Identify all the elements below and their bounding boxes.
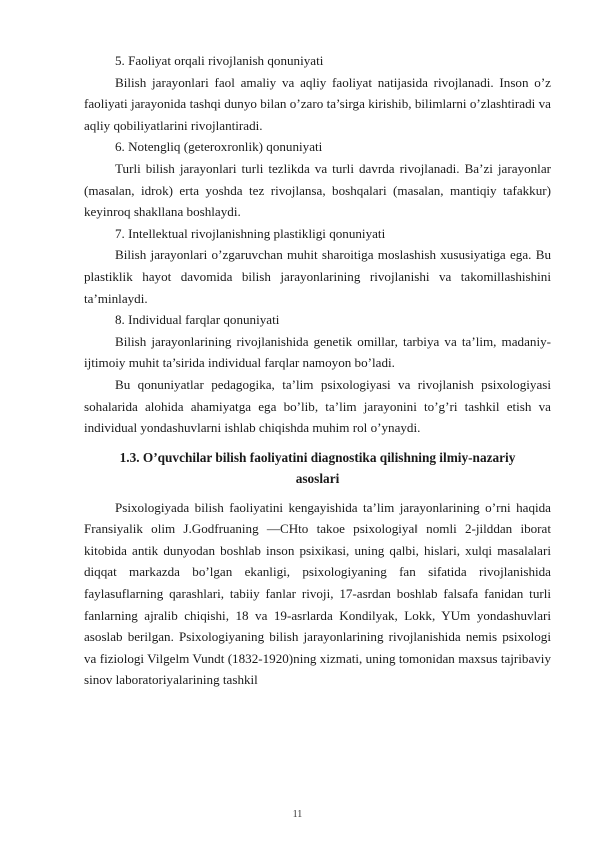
section-heading-line-1: 1.3. O’quvchilar bilish faoliyatini diagnostika qilishning ilmiy-nazariy: [119, 449, 516, 465]
body-paragraph: Psixologiyada bilish faoliyatini kengayishida ta’lim jarayonlarining o’rni haqida Fransiyalik olim J.Godfruaning ―CHto takoe psixologiya‖ nomli 2-jilddan iborat kitobida antik dunyodan boshlab inson psixikasi, uning qalbi, hislari, xulqi masalalari diqqat markazda bo’lgan ekanligi, psixologiyaning fan sifatida rivojlanishida faylasuflarning qarashlari, tabiiy fanlar rivoji, 17-asrdan boshlab falsafa fanidan turli fanlarning ajralib chiqishi, 18 va 19-asrlarda Kondilyak, Lokk, YUm yondashuvlari asoslab berilgan. Psixologiyaning bilish jarayonlarining rivojlanishida nemis psixologi va fiziologi Vilgelm Vundt (1832-1920)ning xizmati, uning tomonidan maxsus tajribaviy sinov laboratoriyalarining tashkil: [84, 499, 551, 688]
law-7-text: Bilish jarayonlari o’zgaruvchan muhit sharoitiga moslashish xususiyatiga ega. Bu plastiklik hayot davomida bilish jarayonlarining rivojlanishi va takomillashishini ta’minlaydi.: [84, 247, 551, 306]
law-8-text: Bilish jarayonlarining rivojlanishida genetik omillar, tarbiya va ta’lim, madaniy-ijtimoiy muhit ta’sirida individual farqlar namoyon bo’ladi.: [84, 333, 551, 371]
law-7-title: 7. Intellektual rivojlanishning plastikligi qonuniyati: [115, 225, 386, 241]
page-content: [84, 50, 551, 691]
section-heading-line-2: asoslari: [295, 470, 340, 486]
law-8-title: 8. Individual farqlar qonuniyati: [115, 312, 280, 328]
page-number: 11: [292, 809, 303, 820]
law-5-title: 5. Faoliyat orqali rivojlanish qonuniyati: [115, 53, 324, 68]
law-5-text: Bilish jarayonlari faol amaliy va aqliy faoliyat natijasida rivojlanadi. Inson o’z faoliyati jarayonida tashqi dunyo bilan o’zaro ta’sirga kirishib, bilimlarni o’zlashtiradi va aqliy qobiliyatlarini rivojlantiradi.: [84, 74, 551, 133]
summary-paragraph: Bu qonuniyatlar pedagogika, ta’lim psixologiyasi va rivojlanish psixologiyasi sohalarida alohida ahamiyatga ega bo’lib, ta’lim jarayonini to’g’ri tashkil etish va individual yondashuvlarni ishlab chiqishda muhim rol o’ynaydi.: [84, 376, 551, 436]
law-6-title: 6. Notengliq (geteroxronlik) qonuniyati: [115, 139, 323, 155]
law-6-text: Turli bilish jarayonlari turli tezlikda va turli davrda rivojlanadi. Ba’zi jarayonlar (masalan, idrok) erta yoshda tez rivojlansa, boshqalari (masalan, mantiqiy tafakkur) keyinroq shakllana boshlaydi.: [84, 160, 551, 220]
section-heading: [84, 447, 551, 489]
